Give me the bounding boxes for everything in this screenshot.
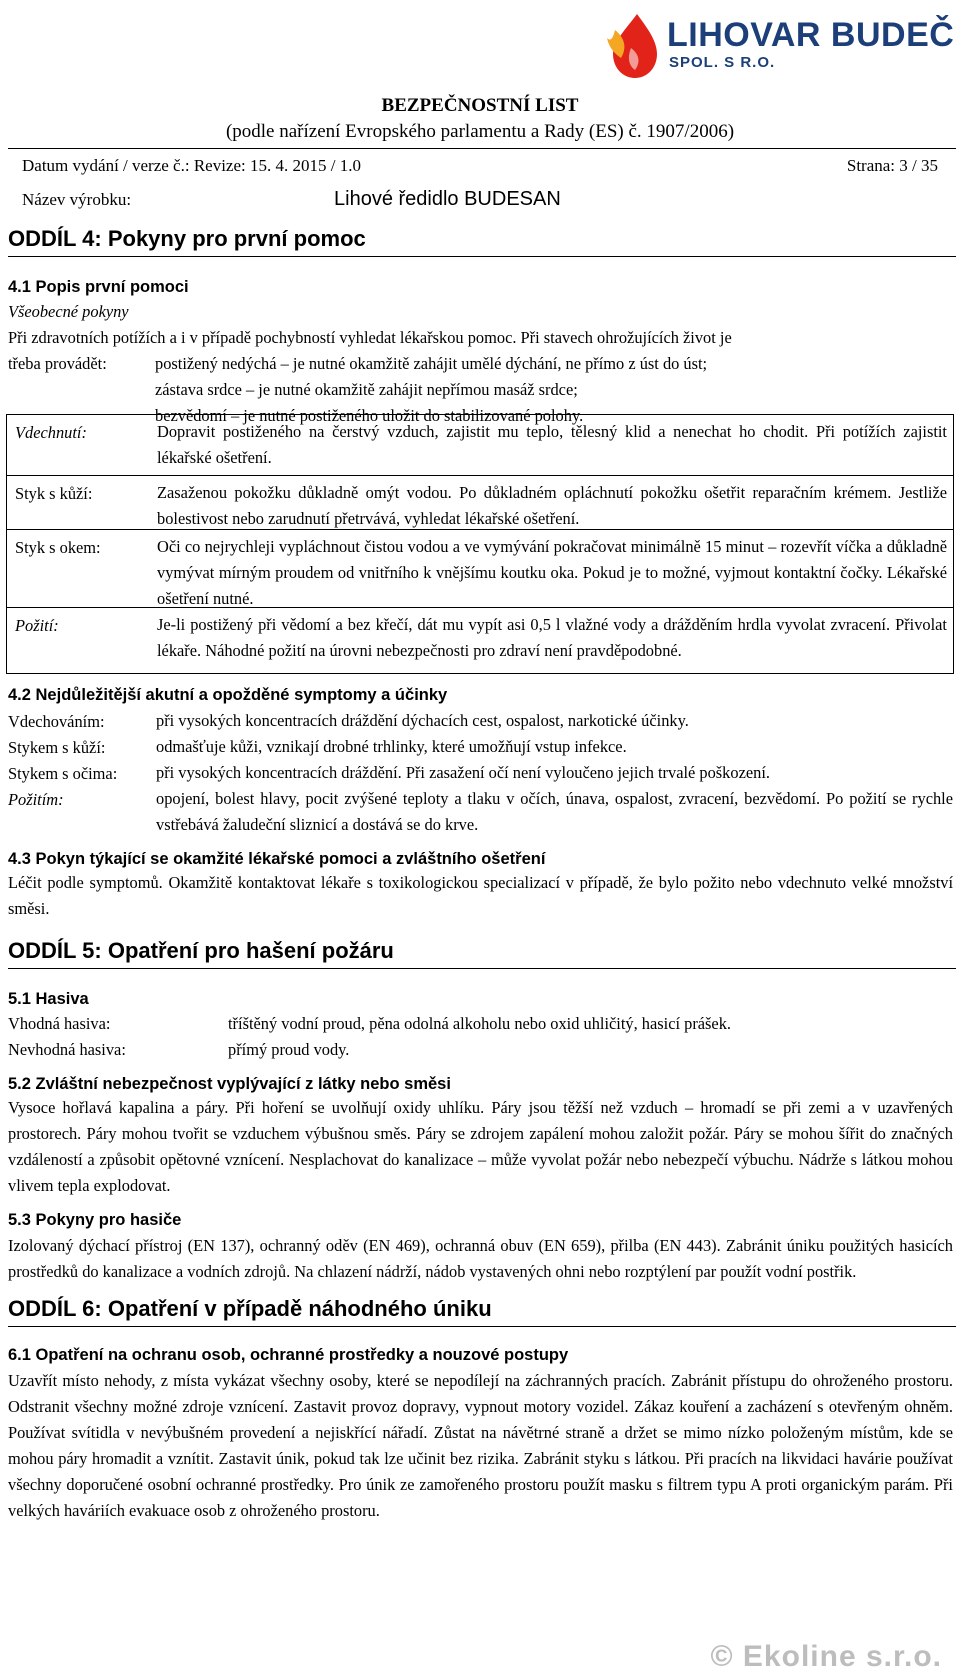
paragraph-6-1: Uzavřít místo nehody, z místa vykázat všechny osoby, které se nepodílejí na záchranných pracích. Zabránit přístupu do ohroženého prostoru. Odstranit všechny možné zdroje vznícení. Zastavit provoz dopravy, vypnout motory vozidel. Zákaz kouření a zacházení s otevřeným ohněm. Používat svítidla v nevýbušném provedení a nejiskřící nářadí. Zůstat na návětrné straně a držet se mimo nízko položeným místům, kde se mohou páry hromadit a vznítit. Zastavit únik, pokud tak lze učinit bez rizika. Zabránit styku s látkou. Při pracích na likvidaci havárie používat všechny doporučené osobní ochranné prostředky. Pro únik ze zamořeného prostoru použít masku s filtrem typu A proti organickým parám. Při velkých haváriích evakuace osob z ohroženého prostoru. (8, 1371, 953, 1520)
header-rule-top (8, 148, 956, 149)
symptom-text: odmašťuje kůži, vznikají drobné trhlinky, které umožňují vstup infekce. (156, 737, 627, 756)
logo-brand-text: LIHOVAR BUDEČ (667, 16, 955, 54)
flame-drop-icon (585, 8, 665, 80)
company-logo (585, 8, 955, 80)
general-line-2-label: třeba provádět: (8, 354, 107, 373)
heading-4-3: 4.3 Pokyn týkající se okamžité lékařské pomoci a zvláštního ošetření (8, 850, 546, 868)
document-subtitle: (podle nařízení Evropského parlamentu a Rady (ES) č. 1907/2006) (225, 121, 735, 142)
paragraph-5-3: Izolovaný dýchací přístroj (EN 137), ochranný oděv (EN 469), ochranná obuv (EN 659), přilba (EN 443). Zabránit úniku použitých hasicích prostředků do kanalizace a vodních zdrojů. Na chlazení nádrží, nádob vystavených ohni nebo rozptýlení par použít vodní postřik. (8, 1236, 953, 1281)
row-text: Oči co nejrychleji vypláchnout čistou vodou a ve vymývání pokračovat minimálně 15 minut – rozevřít víčka a důkladně vymývat mírným proudem od vnitřního k vnějšímu koutku oka. Pokud je to možné, vyjmout kontaktní čočky. Lékařské ošetření nutné. (157, 537, 947, 608)
section-6-rule (8, 1326, 956, 1327)
heading-6-1: 6.1 Opatření na ochranu osob, ochranné prostředky a nouzové postupy (8, 1346, 569, 1364)
symptom-text: opojení, bolest hlavy, pocit zvýšené teploty a tlaku v očích, únava, ospalost, zvracení, bezvědomí. Po požití se rychle vstřebává žaludeční sliznicí a dostává se do krve. (156, 789, 953, 834)
logo-sub-text: SPOL. S R.O. (669, 54, 776, 71)
unsuitable-text: přímý proud vody. (228, 1040, 350, 1059)
page-number: Strana: 3 / 35 (846, 156, 938, 175)
general-label: Všeobecné pokyny (8, 302, 129, 321)
general-line-3: zástava srdce – je nutné okamžitě zahájit nepřímou masáž srdce; (155, 380, 578, 399)
symptom-label: Požitím: (8, 790, 64, 809)
row-label: Vdechnutí: (15, 423, 87, 442)
row-text: Dopravit postiženého na čerstvý vzduch, zajistit mu teplo, tělesný klid a nenechat ho chodit. Při potížích zajistit lékařské ošetření. (157, 422, 947, 467)
paragraph-4-3: Léčit podle symptomů. Okamžitě kontaktovat lékaře s toxikologickou specializací v případě, že bylo požito nebo vdechnuto velké množství směsi. (8, 873, 953, 918)
table-row (7, 607, 953, 660)
section-5-title: ODDÍL 5: Opatření pro hašení požáru (8, 938, 394, 963)
suitable-text: tříštěný vodní proud, pěna odolná alkoholu nebo oxid uhličitý, hasicí prášek. (228, 1014, 732, 1033)
product-name: Lihové ředidlo BUDESAN (334, 188, 561, 210)
symptom-label: Stykem s očima: (8, 764, 118, 783)
footer-watermark: © Ekoline s.r.o. (710, 1640, 942, 1673)
paragraph-5-2: Vysoce hořlavá kapalina a páry. Při hoření se uvolňují oxidy uhlíku. Páry jsou těžší než vzduch – hromadí se při zemi a v uzavřených prostorech. Páry mohou tvořit se vzduchem výbušnou směs. Páry se zdrojem zapálení mohou založit požár. Páry se mohou šířit do značných vzdáleností a způsobit opětovné vznícení. Nesplachovat do kanalizace – může vyvolat požár nebo nebezpečí výbuchu. Nádrže s látkou mohou vlivem tepla explodovat. (8, 1098, 953, 1195)
row-label: Styk s okem: (15, 538, 101, 557)
document-title: BEZPEČNOSTNÍ LIST (381, 95, 579, 116)
first-aid-table (6, 414, 954, 674)
heading-5-1: 5.1 Hasiva (8, 990, 89, 1008)
section-4-rule (8, 256, 956, 257)
row-label: Požití: (15, 616, 59, 635)
table-row (7, 529, 953, 608)
suitable-label: Vhodná hasiva: (8, 1014, 111, 1033)
symptom-label: Vdechováním: (8, 712, 105, 731)
heading-4-1: 4.1 Popis první pomoci (8, 278, 189, 296)
section-4-title: ODDÍL 4: Pokyny pro první pomoc (8, 226, 366, 251)
heading-5-2: 5.2 Zvláštní nebezpečnost vyplývající z látky nebo směsi (8, 1075, 451, 1093)
symptom-text: při vysokých koncentracích dráždění dýchacích cest, ospalost, narkotické účinky. (156, 711, 689, 730)
general-line-4: bezvědomí – je nutné postiženého uložit do stabilizované polohy. (155, 406, 584, 425)
date-version: Datum vydání / verze č.: Revize: 15. 4. 2015 / 1.0 (22, 156, 361, 175)
heading-5-3: 5.3 Pokyny pro hasiče (8, 1211, 182, 1229)
row-text: Zasaženou pokožku důkladně omýt vodou. Po důkladném opláchnutí pokožku ošetřit reparačním krémem. Jestliže bolestivost nebo zarudnutí přetrvává, vyhledat lékařské ošetření. (157, 483, 947, 528)
section-5-rule (8, 968, 956, 969)
product-label: Název výrobku: (22, 190, 132, 209)
row-label: Styk s kůží: (15, 484, 93, 503)
general-line-2: postižený nedýchá – je nutné okamžitě zahájit umělé dýchání, ne přímo z úst do úst; (155, 354, 708, 373)
section-6-title: ODDÍL 6: Opatření v případě náhodného úniku (8, 1296, 492, 1321)
table-row (7, 475, 953, 528)
general-line-1: Při zdravotních potížích a i v případě pochybností vyhledat lékařskou pomoc. Při stavech ohrožujících život je (8, 328, 732, 347)
heading-4-2: 4.2 Nejdůležitější akutní a opožděné symptomy a účinky (8, 686, 448, 704)
row-text: Je-li postižený při vědomí a bez křečí, dát mu vypít asi 0,5 l vlažné vody a drážděním hrdla vyvolat zvracení. Přivolat lékaře. Náhodné požití na úrovni nebezpečnosti pro zdraví není pravděpodobné. (157, 615, 947, 660)
symptom-label: Stykem s kůží: (8, 738, 106, 757)
symptom-text: při vysokých koncentracích dráždění. Při zasažení očí není vyloučeno jejich trvalé poškození. (156, 763, 770, 782)
unsuitable-label: Nevhodná hasiva: (8, 1040, 126, 1059)
